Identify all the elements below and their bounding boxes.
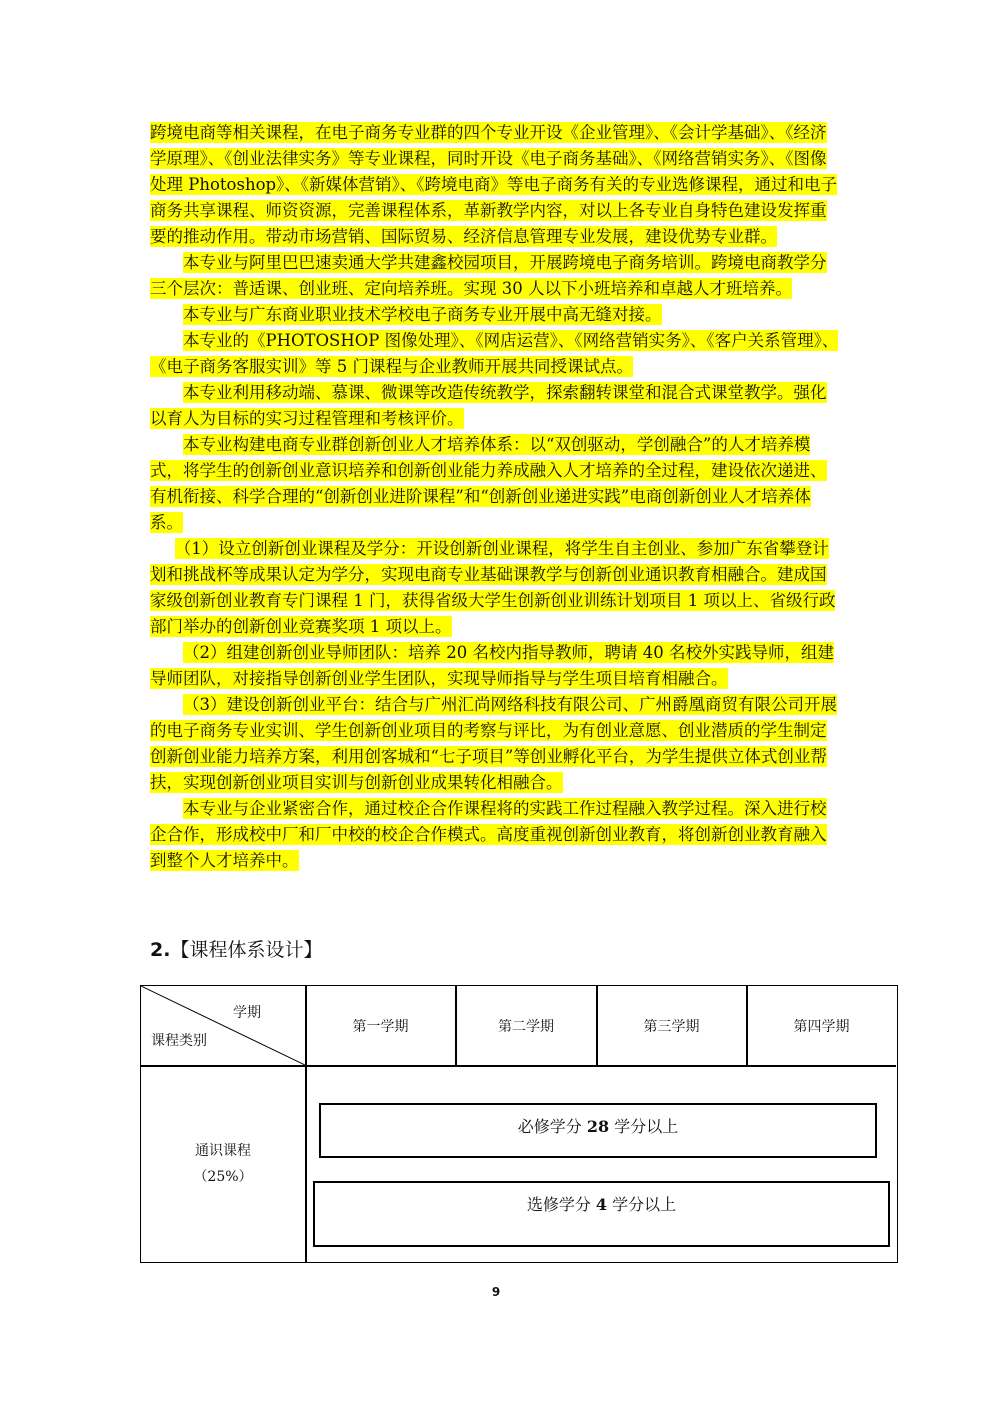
section-heading <box>150 935 322 962</box>
paragraph: （2）组建创新创业导师团队：培养 20 名校内指导教师，聘请 40 名校外实践导师，组建导师团队，对接指导创新创业学生团队，实现导师指导与学生项目培育相融合。 <box>150 643 834 688</box>
paragraph: 本专业与企业紧密合作，通过校企合作课程将的实践工作过程融入教学过程。深入进行校企合作，形成校中厂和厂中校的校企合作模式。高度重视创新创业教育，将创新创业教育融入到整个人才培养中。 <box>150 799 827 870</box>
category-axis-label: 课程类别 <box>151 1033 207 1049</box>
semester-axis-label: 学期 <box>233 1005 261 1021</box>
required-credits-number: 28 <box>586 1117 610 1136</box>
corner-header-cell <box>141 986 305 1065</box>
category-percentage: （25%） <box>193 1169 253 1185</box>
body-text <box>150 120 842 874</box>
elective-credits-box: 选修学分 4 学分以上 <box>313 1181 890 1247</box>
curriculum-table <box>140 985 898 1263</box>
category-name: 通识课程 <box>195 1143 251 1159</box>
category-cell <box>141 1138 305 1190</box>
section-title-text: 【课程体系设计】 <box>170 939 323 961</box>
paragraph: 本专业与广东商业职业技术学校电子商务专业开展中高无缝对接。 <box>183 305 662 324</box>
paragraph: 跨境电商等相关课程，在电子商务专业群的四个专业开设《企业管理》、《会计学基础》、《经济学原理》、《创业法律实务》等专业课程，同时开设《电子商务基础》、《网络营销实务》、《图像处理 Photoshop》、《新媒体营销》、《跨境电商》等电子商务有关的专业选修课程，通过和电子商务共享课程、师资资源，完善课程体系，革新教学内容，对以上各专业自身特色建设发挥重要的推动作用。带动市场营销、国际贸易、经济信息管理专业发展，建设优势专业群。 <box>150 123 838 246</box>
paragraph: 本专业构建电商专业群创新创业人才培养体系：以“双创驱动，学创融合”的人才培养模式，将学生的创新创业意识培养和创新创业能力养成融入人才培养的全过程，建设依次递进、有机衔接、科学合理的“创新创业进阶课程”和“创新创业递进实践”电商创新创业人才培养体系。 <box>150 435 827 532</box>
paragraph: （1）设立创新创业课程及学分：开设创新创业课程，将学生自主创业、参加广东省攀登计划和挑战杯等成果认定为学分，实现电商专业基础课教学与创新创业通识教育相融合。建成国家级创新创业教育专门课程 1 门，获得省级大学生创新创业训练计划项目 1 项以上、省级行政部门举办的创新创业竞赛奖项 1 项以上。 <box>150 539 836 636</box>
diagonal-line <box>141 986 305 1065</box>
page-number: 9 <box>491 1285 501 1299</box>
paragraph: （3）建设创新创业平台：结合与广州汇尚网络科技有限公司、广州爵凰商贸有限公司开展的电子商务专业实训、学生创新创业项目的考察与评比，为有创业意愿、创业潜质的学生制定创新创业能力培养方案，利用创客城和“七子项目”等创业孵化平台，为学生提供立体式创业帮扶，实现创新创业项目实训与创新创业成果转化相融合。 <box>150 695 837 792</box>
required-credits-box: 必修学分 28 学分以上 <box>319 1103 877 1158</box>
elective-credits-number: 4 <box>595 1195 608 1214</box>
table-divider <box>141 1065 896 1067</box>
paragraph: 本专业利用移动端、慕课、微课等改造传统教学，探索翻转课堂和混合式课堂教学。强化以育人为目标的实习过程管理和考核评价。 <box>150 383 827 428</box>
semester-header-2: 第二学期 <box>498 1018 554 1035</box>
paragraph: 本专业的《PHOTOSHOP 图像处理》、《网店运营》、《网络营销实务》、《客户关系管理》、《电子商务客服实训》等 5 门课程与企业教师开展共同授课试点。 <box>150 331 839 376</box>
section-number: 2. <box>150 939 171 961</box>
semester-header-1: 第一学期 <box>352 1018 409 1035</box>
semester-header-3: 第三学期 <box>643 1018 700 1035</box>
paragraph: 本专业与阿里巴巴速卖通大学共建鑫校园项目，开展跨境电子商务培训。跨境电商教学分三个层次：普适课、创业班、定向培养班。实现 30 人以下小班培养和卓越人才班培养。 <box>150 253 827 298</box>
semester-header-4: 第四学期 <box>793 1018 850 1035</box>
